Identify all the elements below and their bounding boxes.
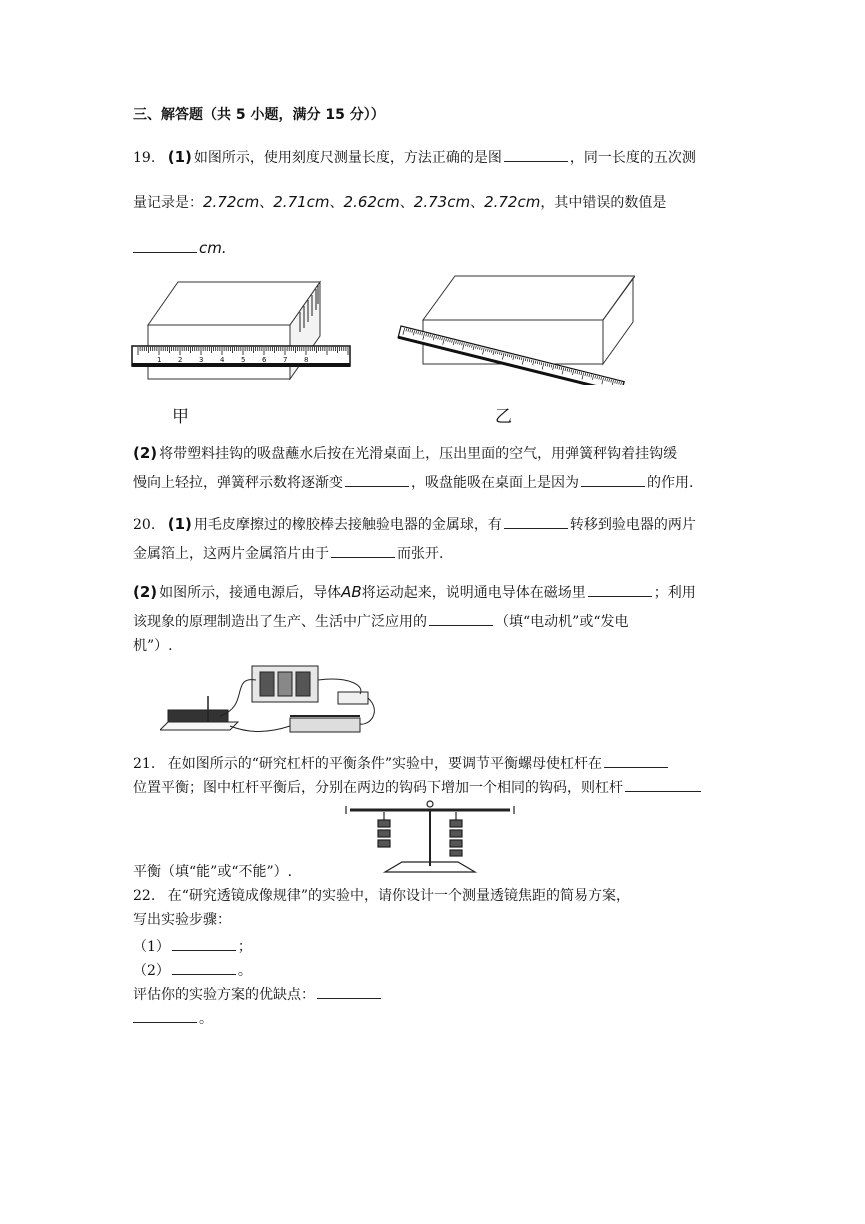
measurement-value: 2.62cm (343, 193, 400, 211)
question-number: 20. (133, 517, 156, 533)
q19-part2-line-1 (133, 443, 677, 464)
battery-cell (296, 672, 310, 696)
ruler-figure-yi (395, 270, 635, 385)
q20-text: ；利用 (653, 585, 696, 601)
block-top-face (423, 276, 635, 320)
q20-part2-line-3: 机”）. (133, 638, 173, 654)
answer-blank[interactable] (345, 472, 409, 487)
hook-weight (378, 840, 390, 847)
answer-blank[interactable] (133, 1008, 197, 1023)
measurement-value: 2.73cm (413, 193, 471, 211)
q19-text: ，同一长度的五次测 (569, 150, 696, 166)
hook-weight (450, 830, 462, 837)
answer-blank[interactable] (504, 147, 568, 162)
q20-text: （填“电动机”或“发电 (495, 614, 629, 630)
q19-line-1 (133, 147, 696, 168)
subquestion-marker: (1) (167, 148, 192, 166)
q22-eval-line (133, 984, 383, 1005)
q20-text: 如图所示，接通电源后，导体 (159, 585, 342, 601)
q22-text: 在“研究透镜成像规律”的实验中，请你设计一个测量透镜焦距的简易方案， (167, 888, 631, 904)
q21-line-3: 平衡（填“能”或“不能”）. (133, 864, 293, 880)
q19-text: ，吸盘能吸在桌面上是因为 (411, 475, 579, 491)
question-number: 19. (133, 150, 156, 166)
question-number: 22. (133, 888, 156, 904)
q22-text: 。 (199, 1011, 213, 1027)
separator: 、 (470, 195, 485, 211)
ruler-body (398, 326, 624, 385)
q22-line-2: 写出实验步骤： (133, 912, 231, 928)
q20-text: 该现象的原理制造出了生产、生活中广泛应用的 (133, 614, 427, 630)
answer-blank[interactable] (588, 582, 652, 597)
answer-blank[interactable] (604, 753, 668, 768)
conductor-label: AB (341, 583, 362, 601)
unit-label: cm. (199, 239, 227, 257)
q22-text: 评估你的实验方案的优缺点： (133, 987, 315, 1003)
hook-weight (378, 830, 390, 837)
block-right-face (603, 278, 633, 364)
q19-part2-line-2 (133, 472, 693, 493)
q20-text: 而张开. (397, 546, 444, 562)
q20-text: 将运动起来，说明通电导体在磁场里 (361, 585, 586, 601)
answer-blank[interactable] (133, 238, 197, 253)
rheostat (290, 718, 360, 732)
ruler-digit: 3 (199, 356, 204, 364)
figure-label-jia: 甲 (172, 407, 189, 427)
answer-blank[interactable] (172, 960, 236, 975)
lever-figure (340, 796, 520, 876)
measurement-value: 2.72cm (203, 193, 260, 211)
subquestion-marker: (1) (167, 515, 192, 533)
subquestion-marker: (2) (133, 583, 158, 601)
subquestion-marker: (2) (133, 444, 158, 462)
question-number: 21. (133, 756, 156, 772)
q20-line-2 (133, 543, 443, 564)
q22-text: 。 (237, 963, 252, 979)
q19-text: 将带塑料挂钩的吸盘蘸水后按在光滑桌面上，压出里面的空气，用弹簧秤钩着挂钩缓 (159, 446, 678, 462)
q20-text: 转移到验电器的两片 (569, 517, 696, 533)
wire (230, 726, 290, 731)
battery-cell (260, 672, 274, 696)
q20-part2-line-1 (133, 582, 696, 603)
hook-weight (378, 820, 390, 827)
answer-blank[interactable] (625, 777, 701, 792)
ruler-digit: 6 (262, 356, 267, 364)
q19-text: ，其中错误的数值是 (540, 195, 667, 211)
separator: 、 (399, 195, 414, 211)
q19-text: 如图所示，使用刻度尺测量长度，方法正确的是图 (193, 150, 502, 166)
answer-blank[interactable] (172, 936, 236, 951)
hook-weight (450, 850, 462, 856)
pivot (427, 801, 433, 807)
q22-step-1 (133, 936, 252, 957)
q21-text: 在如图所示的“研究杠杆的平衡条件”实验中，要调节平衡螺母使杠杆在 (167, 756, 603, 772)
q21-line-2 (133, 777, 703, 798)
q19-line-3 (133, 238, 227, 259)
answer-blank[interactable] (429, 611, 493, 626)
q19-text: 量记录是： (133, 195, 203, 211)
q22-line-1 (133, 886, 630, 906)
answer-blank[interactable] (317, 984, 381, 999)
switch (338, 692, 368, 704)
motor-experiment-figure (160, 656, 380, 744)
separator: 、 (329, 195, 344, 211)
ruler-digit: 5 (241, 356, 246, 364)
q19-text: 的作用. (647, 475, 694, 491)
ruler-figure-jia (130, 270, 360, 390)
separator: 、 (259, 195, 274, 211)
answer-blank[interactable] (581, 472, 645, 487)
measurement-value: 2.71cm (273, 193, 330, 211)
ruler-digit: 2 (178, 356, 183, 364)
q19-line-2 (133, 192, 666, 213)
battery-cell (278, 672, 292, 696)
q20-text: 用毛皮摩擦过的橡胶棒去接触验电器的金属球，有 (193, 517, 502, 533)
q21-line-1 (133, 753, 670, 774)
tilted-ruler (398, 326, 624, 385)
q20-text: 金属箔上，这两片金属箔片由于 (133, 546, 329, 562)
figure-label-yi: 乙 (495, 407, 512, 427)
q20-part2-line-2 (133, 611, 628, 632)
q21-text: 位置平衡；图中杠杆平衡后，分别在两边的钩码下增加一个相同的钩码，则杠杆 (133, 780, 623, 796)
answer-blank[interactable] (331, 543, 395, 558)
step-label: （1） (133, 939, 170, 955)
ruler-digit: 1 (157, 356, 162, 364)
hook-weight (450, 820, 462, 827)
ruler-digit: 8 (304, 356, 309, 364)
q22-eval-line-2 (133, 1008, 213, 1029)
track-base (160, 722, 238, 730)
ruler-digit: 7 (283, 356, 288, 364)
hook-weight (450, 840, 462, 847)
q19-text: 慢向上轻拉，弹簧秤示数将逐渐变 (133, 475, 343, 491)
section-title: 三、解答题（共 5 小题，满分 15 分）） (133, 107, 385, 123)
step-label: （2） (133, 963, 170, 979)
q22-text: ； (237, 939, 252, 955)
q20-line-1 (133, 514, 696, 535)
answer-blank[interactable] (504, 514, 568, 529)
measurement-value: 2.72cm (484, 193, 541, 211)
q22-step-2 (133, 960, 252, 981)
ruler-digit: 4 (220, 356, 225, 364)
